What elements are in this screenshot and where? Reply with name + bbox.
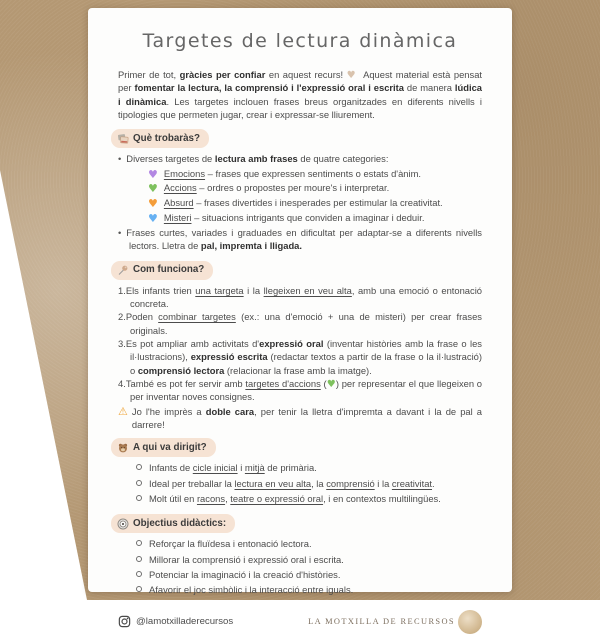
list-item — [136, 477, 482, 490]
heart-icon: ♥ — [326, 378, 336, 390]
warning-icon: ⚠ — [118, 404, 128, 418]
list-item-text: Millorar la comprensió i expressió oral i escrita. — [149, 553, 344, 565]
circle-bullet — [136, 540, 142, 546]
print-note — [118, 405, 482, 432]
print-note-text: Jo l'he imprès a doble cara, per tenir la lletra d'impremta a davant i la de pal a darrere! — [131, 405, 483, 430]
list-item-text: Infants de cicle inicial i mitjà de primària. — [149, 462, 317, 474]
heart-icon: ♥ — [148, 167, 158, 181]
list-item — [136, 492, 482, 505]
disc-bullet: • — [118, 153, 122, 165]
step-number: 4. — [118, 377, 126, 389]
pushpin-icon — [117, 264, 129, 276]
what-list — [118, 152, 482, 252]
list-item: • Frases curtes, variades i graduades en dificultat per adaptar-se a diferents nivells lectors. Lletra de pal, impremta i lligada. — [118, 226, 482, 252]
list-item — [136, 568, 482, 581]
step-number: 3. — [118, 337, 126, 349]
section-objectius-didactics — [118, 514, 482, 598]
page-title: Targetes de lectura dinàmica — [142, 30, 458, 52]
instagram-credit — [118, 615, 233, 629]
instagram-icon — [118, 615, 131, 628]
list-item-text: Reforçar la fluïdesa i entonació lectora. — [149, 538, 312, 550]
list-item-text: Potenciar la imaginació i la creació d'històries. — [149, 568, 341, 580]
section-badge-label: Objectius didàctics: — [133, 517, 227, 529]
intro-paragraph: Primer de tot, gràcies per confiar en aquest recurs! ♥ Aquest material està pensat per fomentar la lectura, la comprensió i l'expressió oral i escrita de manera lúdica i dinàmica. Les targetes inclouen frases breus organitzades en diferents nivells i tipologies que permeten jugar, crear i expressar-se lliurement. — [118, 68, 483, 120]
circle-bullet — [136, 556, 142, 562]
who-list — [118, 461, 482, 505]
circle-bullet — [136, 495, 142, 501]
numbered-step: 2.Poden combinar targetes (ex.: una d'emoció + una de misteri) per crear frases originals. — [118, 311, 482, 336]
list-item — [136, 537, 482, 550]
list-item: • Diverses targetes de lectura amb frases de quatre categories: — [118, 153, 389, 165]
numbered-step: 1.Els infants trien una targeta i la llegeixen en veu alta, amb una emoció o entonació concreta. — [118, 284, 483, 309]
brand-logo — [458, 610, 482, 634]
category-item — [148, 181, 482, 194]
instagram-handle: @lamotxilladerecursos — [136, 615, 234, 627]
list-item — [136, 583, 482, 596]
section-badge-com-funciona — [111, 261, 213, 280]
step-number: 1. — [118, 284, 126, 296]
category-text: Misteri – situacions intrigants que conviden a imaginar i deduir. — [163, 212, 425, 224]
heart-icon: ♥ — [148, 182, 158, 196]
category-text: Absurd – frases divertides i inesperades per estimular la creativitat. — [163, 197, 443, 209]
list-item-text: Ideal per treballar la lectura en veu alta, la comprensió i la creativitat. — [149, 477, 435, 489]
goals-list — [118, 537, 482, 596]
heart-icon: ♥ — [346, 69, 357, 81]
section-badge-a-qui-va-dirigit — [111, 438, 216, 457]
circle-bullet — [136, 464, 142, 470]
numbered-step: 3.Es pot ampliar amb activitats d'expressió oral (inventar històries amb la frase o les il·lustracions), expressió escrita (redactar textos a partir de la frase o la il·lustració) o comprensió lectora (relacionar la frase amb la imatge). — [118, 337, 482, 376]
teddy-bear-icon — [117, 442, 129, 454]
heart-icon: ♥ — [148, 197, 158, 211]
circle-bullet — [136, 480, 142, 486]
category-text: Emocions – frases que expressen sentiments o estats d'ànim. — [163, 167, 422, 179]
numbered-step: 4.També es pot fer servir amb targetes d'accions (♥) per representar el que llegeixen o per inventar noves consignes. — [118, 377, 483, 403]
section-a-qui-va-dirigit — [118, 438, 482, 507]
target-icon — [117, 518, 129, 530]
brand-credit — [308, 610, 482, 634]
section-badge-label: Què trobaràs? — [133, 132, 200, 144]
disc-bullet: • — [118, 226, 122, 238]
list-item-text: Molt útil en racons, teatre o expressió oral, i en contextos multilingües. — [149, 492, 441, 504]
circle-bullet — [136, 571, 142, 577]
category-item — [148, 211, 482, 224]
circle-bullet — [136, 586, 142, 592]
category-text: Accions – ordres o propostes per moure's i interpretar. — [163, 182, 390, 194]
heart-icon: ♥ — [148, 212, 158, 226]
section-que-trobaras — [118, 129, 482, 253]
section-badge-label: A qui va dirigit? — [133, 441, 207, 453]
step-number: 2. — [118, 311, 126, 323]
category-item — [148, 167, 482, 180]
section-com-funciona — [118, 261, 482, 432]
list-item-text: Afavorir el joc simbòlic i la interacció entre iguals. — [149, 584, 354, 596]
cards-stack-icon — [117, 133, 129, 145]
section-badge-label: Com funciona? — [133, 264, 205, 276]
how-list — [118, 284, 482, 404]
section-badge-que-trobaras — [111, 129, 209, 148]
list-item — [136, 461, 482, 474]
document-page — [88, 8, 512, 627]
category-item — [148, 196, 482, 209]
brand-name: LA MOTXILLA DE RECURSOS — [308, 616, 455, 626]
page-footer — [118, 606, 482, 634]
list-item — [136, 553, 482, 566]
section-badge-objectius — [111, 514, 235, 533]
